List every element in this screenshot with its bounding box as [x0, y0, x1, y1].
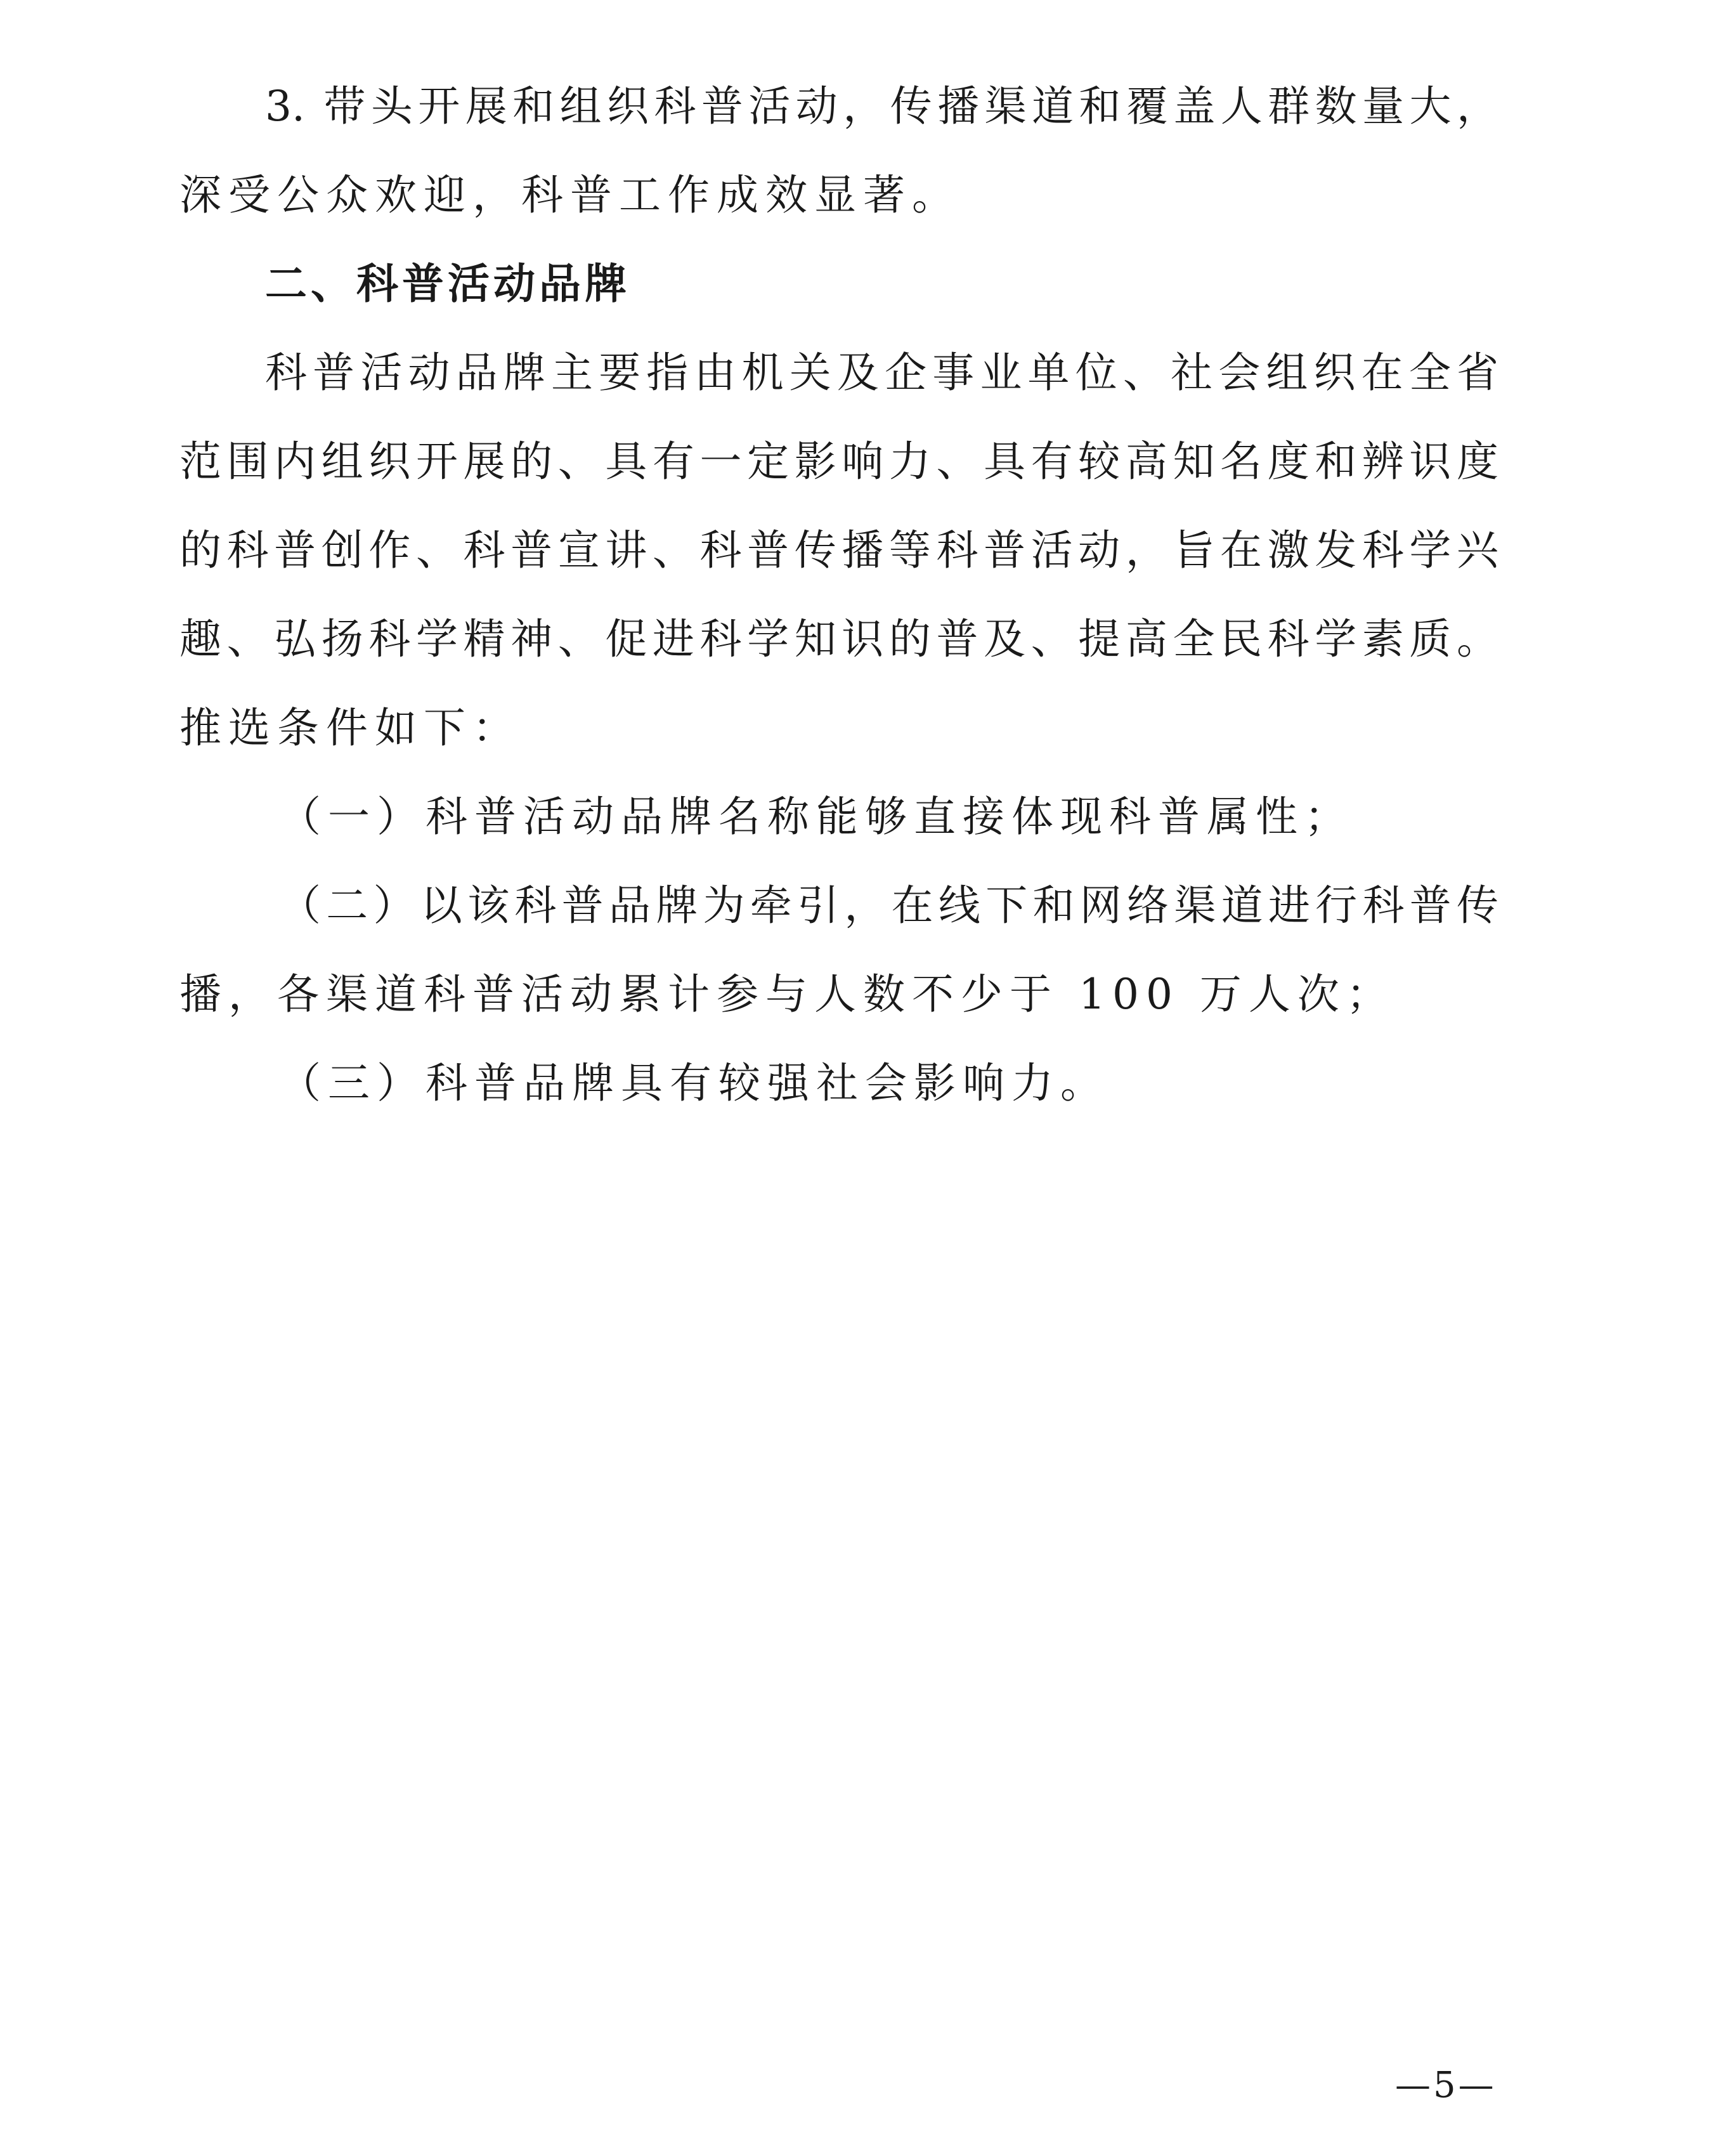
paragraph-line-4: 趣、弘扬科学精神、促进科学知识的普及、提高全民科学素质。 — [179, 615, 1498, 663]
item3-line-1: 3. 带头开展和组织科普活动，传播渠道和覆盖人群数量大， — [265, 82, 1498, 131]
paragraph-line-5: 推选条件如下： — [179, 703, 521, 752]
paragraph-line-2: 范围内组织开展的、具有一定影响力、具有较高知名度和辨识度 — [179, 437, 1498, 486]
condition-1: （一）科普活动品牌名称能够直接体现科普属性； — [279, 792, 1353, 841]
page-number: —5— — [1395, 2065, 1497, 2106]
section-heading: 二、科普活动品牌 — [265, 259, 630, 308]
condition-2-line-1: （二）以该科普品牌为牵引，在线下和网络渠道进行科普传 — [279, 881, 1498, 930]
condition-3: （三）科普品牌具有较强社会影响力。 — [279, 1059, 1109, 1107]
paragraph-line-1: 科普活动品牌主要指由机关及企事业单位、社会组织在全省 — [265, 348, 1498, 397]
paragraph-line-3: 的科普创作、科普宣讲、科普传播等科普活动，旨在激发科学兴 — [179, 526, 1498, 575]
item3-line-2: 深受公众欢迎，科普工作成效显著。 — [179, 171, 961, 219]
condition-2-line-2: 播，各渠道科普活动累计参与人数不少于 100 万人次； — [179, 970, 1395, 1019]
